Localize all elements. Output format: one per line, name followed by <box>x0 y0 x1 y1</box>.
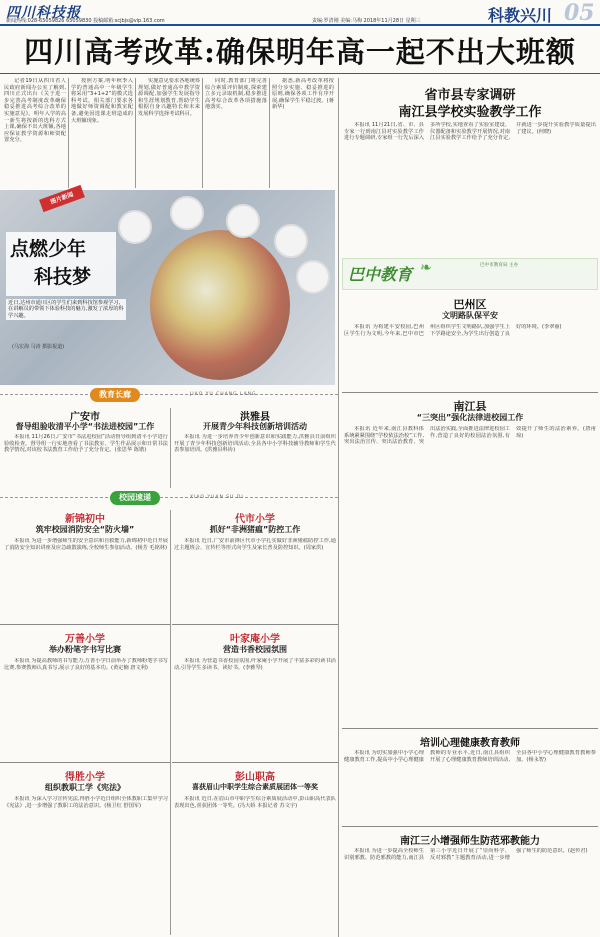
page-number: 05 <box>564 0 595 26</box>
leaf-icon: ❧ <box>420 260 432 276</box>
wanshan-title: 万善小学 <box>65 634 105 645</box>
bazhong-note: 巴中市教育局 主办 <box>480 263 519 268</box>
deshang-subtitle: 组织教职工学《宪法》 <box>45 783 125 792</box>
column-divider <box>135 78 136 188</box>
nanjiang2-body: 本报讯 近年来,南江县教科体系统紧紧围绕“学校依法治校”工作,突出法治宣传、突出法治教育、突出法治实践,全面推进法律进校园工作,营造了良好的校园法治氛围,有效提升了师生的法治素养。(唐甫琼) <box>344 426 596 446</box>
deshang-body: 本报讯 为深入学习宣传宪法,得胜小学近日组织全体教职工集中学习《宪法》,进一步增强了教职工的法治意识。(杨卫红 舒国军) <box>4 796 168 809</box>
nanjiang2-title: 南江县 <box>453 400 487 413</box>
guangan-title: 广安市 <box>70 412 100 423</box>
guangan-subtitle: 督导组验收清平小学“书法进校园”工作 <box>15 422 155 431</box>
issue-info: 责编:罗清刚 美编:马梅 2018年11月28日 星期三 <box>312 18 421 24</box>
section-divider <box>0 762 170 763</box>
banner-rule <box>0 497 338 498</box>
daishi-body: 本报讯 近日,广安市前锋区代市小学扎实做好非洲猪瘟防控工作,通过主题班会、宣传栏等形式向学生及家长普及防控知识。(周家洪) <box>174 538 336 551</box>
column-divider <box>202 78 203 188</box>
photo-news-tag: 图片新闻 <box>39 185 85 212</box>
page-column-divider <box>338 78 339 937</box>
yejiaan-title: 叶家庵小学 <box>230 634 280 645</box>
campus-banner-en: XIAO YUAN SU DI <box>190 495 244 500</box>
nanjiang2-subtitle: “三突出”强化法律进校园工作 <box>416 413 524 422</box>
section-divider <box>342 826 598 827</box>
hongya-title: 洪雅县 <box>240 412 270 423</box>
hongya-subtitle: 开展青少年科技创新培训活动 <box>203 422 307 431</box>
main-headline: 四川高考改革:确保明年高一起不出大班额 <box>24 35 576 69</box>
photo-credit: (马宏海 马涛 摄影报道) <box>12 344 65 350</box>
xinjin-title: 新锦初中 <box>65 514 105 525</box>
section-divider <box>342 728 598 729</box>
education-banner-en: JIAO YU CHANG LANG <box>190 392 257 397</box>
deshang-title: 得胜小学 <box>65 772 105 783</box>
bazhong-body: 本报讯 为构建平安校园,巴州区学生行为文明,今年来,巴中市巴州区组织学生文明路队,加强学生上下学路途安全,为学生出行创造了良好的环境。(李翠丽) <box>344 324 562 337</box>
banner-rule <box>0 394 338 395</box>
section-divider <box>0 624 170 625</box>
news-hotline: 新闻热线:028-65059826 65059830 投稿邮箱:scjbjs@vip.163.com <box>6 18 165 24</box>
photo-title-line1: 点燃少年 <box>10 238 87 260</box>
wanshan-subtitle: 举办粉笔字书写比赛 <box>49 645 121 654</box>
nanjiang-title-line1: 省市县专家调研 <box>424 88 516 103</box>
section-divider <box>342 392 598 393</box>
photo-caption: 近日,达州市通川区的学生们来到科技馆参观学习,在讲解员的带领下体验科技的魅力,激发了浓厚的科学兴趣。 <box>6 299 126 320</box>
pengshan-body: 本报讯 近日,在眉山市中职学生综合素质展活动中,彭山职高代表队表现出色,喜获团体一等奖。(冯大娇 本报记者 苏文宇) <box>174 796 336 809</box>
wanshan-body: 本报讯 为提高教师的书写能力,万善小学日前举办了教师粉笔字书写比赛,参赛教师认真书写,展示了良好的基本功。(黄定楠 唐文利) <box>4 658 168 671</box>
photo-title-line2: 科技梦 <box>34 266 92 288</box>
lead-article-col1: 记者19日从四川省人民政府新闻办公室了解到,四川正式出台《关于进一步完善高考制度改革确保稳妥推进高考综合改革的实施意见》。明年入学的高一新生将按新的选科方式上课,确保不出大班额,各地应保证教学资源和师资配置充分。 <box>4 78 66 144</box>
daishi-subtitle: 抓好“非洲猪瘟”防控工作 <box>209 525 301 534</box>
guangan-body: 本报讯 11月26日,广安市“书法进校园”活动督导组到清平小学进行验收检查。督导组一行实地查看了书法教室、学生作品展示和日常书法教学情况,对该校书法教育工作给予了充分肯定。(张思华 陈锴) <box>4 434 168 454</box>
bazhong-education-logo: 巴中教育 <box>348 265 413 284</box>
xinjin-body: 本报讯 为进一步增强师生的安全意识和自救能力,新锦初中近日开展了消防安全知识讲座及应急疏散演练,全校师生参加活动。(杨芳 毛铭林) <box>4 538 168 551</box>
campus-banner <box>0 490 338 506</box>
column-divider <box>170 510 171 935</box>
bazhong-title: 巴州区 <box>453 298 487 311</box>
daishi-title: 代市小学 <box>235 514 275 525</box>
lead-article-col4: 同时,教育部门将完善综合素质评价制度,探索建立多元录取机制,稳步推进高考综合改革各项措施落地落实。 <box>205 78 267 111</box>
section-name: 科教兴川 <box>488 6 553 25</box>
lead-article-col3: 实施意见要求各地统筹规划,做好普通高中教学资源调配,加强学生发展指导和生涯规划教育,帮助学生根据自身兴趣特长和未来发展科学选择考试科目。 <box>138 78 200 117</box>
newspaper-logo: 四川科技报 <box>6 5 81 21</box>
training-body: 本报讯 为切实加强中小学心理健康教育工作,提高中小学心理健康教师的专业水平,近日,南江县组织开展了心理健康教育教师培训活动,全县各中小学心理健康教育教师参加。(杨永智) <box>344 750 596 763</box>
section-divider <box>172 624 338 625</box>
display-globe <box>150 230 290 380</box>
nanjiang-body: 本报讯 11月21日,省、市、县专家一行到南江县对实验教学工作进行专题调研,专家组一行先后深入多所学校,实地查看了实验室建设、仪器配备和实验教学开展情况,对南江县实验教学工作给予了充分肯定,并就进一步提升实验教学质量提出了建议。(何晓) <box>344 122 596 142</box>
pengshan-title: 彭山职高 <box>235 772 275 783</box>
bazhong-subtitle: 文明路队保平安 <box>442 311 498 320</box>
sanxiao-title: 南江三小增强师生防范邪教能力 <box>400 836 540 847</box>
headline-divider <box>0 73 600 74</box>
xinjin-subtitle: 筑牢校园消防安全“防火墙” <box>35 525 135 534</box>
hongya-body: 本报讯 为进一步培养青少年创新意识和实践能力,洪雅县日前组织开展了青少年科技创新培训活动,全县各中小学科技辅导教师和学生代表参加培训。(洪雅县科协) <box>174 434 336 454</box>
training-title: 培训心理健康教育教师 <box>420 738 520 749</box>
column-divider <box>68 78 69 188</box>
pengshan-subtitle: 喜获眉山中职学生综合素质展团体一等奖 <box>192 783 318 791</box>
section-divider <box>172 762 338 763</box>
yejiaan-subtitle: 营造书香校园氛围 <box>223 645 287 654</box>
nanjiang-title-line2: 南江县学校实验教学工作 <box>398 105 542 120</box>
lead-article-col5: 据悉,新高考改革将按照分步实施、稳妥推进的原则,确保各项工作有序开展,确保学生平稳过渡。(蒋新华) <box>272 78 334 111</box>
sanxiao-body: 本报讯 为进一步提高全校师生识别邪教、防范邪教的能力,南江县第三小学近日开展了“崇尚科学、反对邪教”主题教育活动,进一步增强了师生的防范意识。(赵传君) <box>344 848 588 861</box>
yejiaan-body: 本报讯 为营造书香校园氛围,叶家庵小学开展了丰富多彩的读书活动,引导学生多读书、读好书。(李雅琴) <box>174 658 336 671</box>
lead-article-col2: 按照方案,明年秋季入学的普通高中一年级学生将采用“3+1+2”的模式选科考试。相关部门要求各地做好师资调配和教室配备,避免因选课走班造成的大班额现象。 <box>71 78 133 124</box>
column-divider <box>170 408 171 488</box>
education-banner-label: 教育长廊 <box>90 388 140 402</box>
campus-banner-label: 校园速递 <box>110 491 160 505</box>
education-banner <box>0 387 338 403</box>
column-divider <box>269 78 270 188</box>
